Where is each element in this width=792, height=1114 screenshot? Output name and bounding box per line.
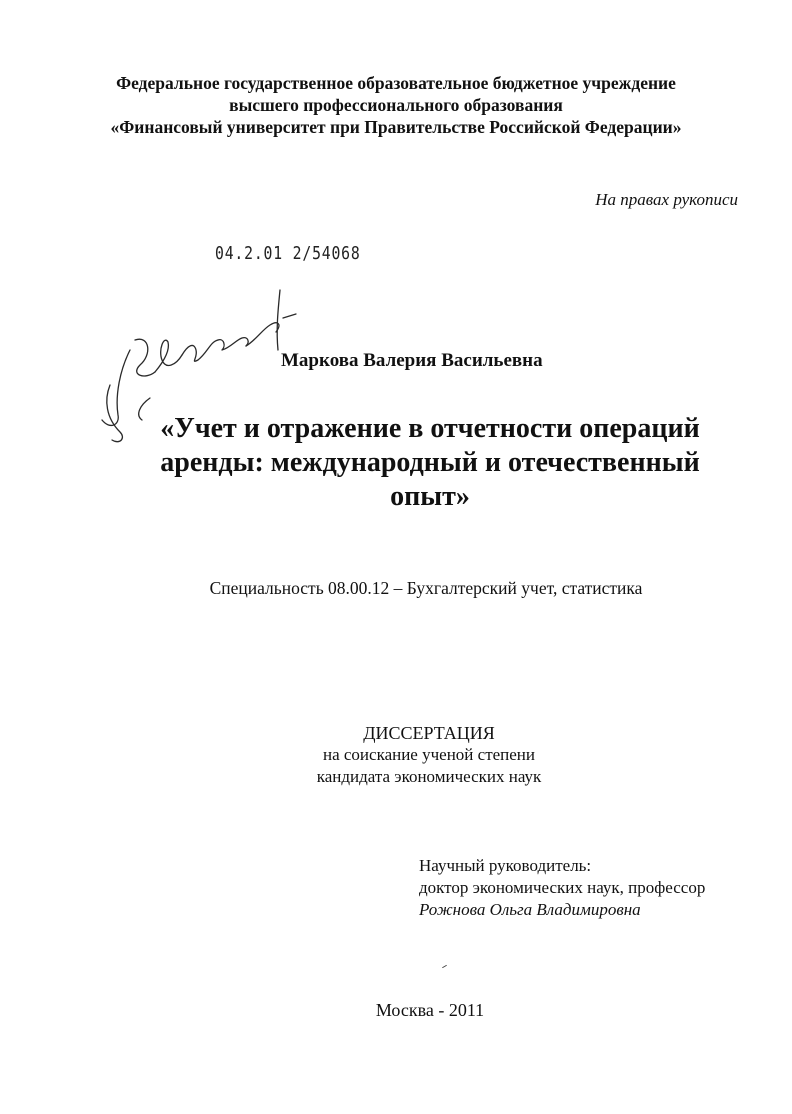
degree-line-2: кандидата экономических наук xyxy=(316,767,542,786)
author-name: Маркова Валерия Васильевна xyxy=(281,350,543,371)
dissertation-degree-block xyxy=(0,722,792,788)
scan-speck xyxy=(442,965,447,968)
institution-line-3: «Финансовый университет при Правительстве Российской Федерации» xyxy=(110,117,682,137)
manuscript-rights-note: На правах рукописи xyxy=(595,190,738,209)
advisor-degree: доктор экономических наук, профессор xyxy=(419,878,706,897)
registration-stamp-number: 04.2.01 2/54068 xyxy=(215,243,361,264)
institution-line-1: Федеральное государственное образовательное бюджетное учреждение xyxy=(116,73,676,93)
title-line-1: «Учет и отражение в отчетности операций xyxy=(160,413,700,444)
title-line-2: аренды: международный и отечественный xyxy=(160,447,700,478)
degree-line-1: на соискание ученой степени xyxy=(322,745,536,764)
dissertation-heading: ДИССЕРТАЦИЯ xyxy=(363,723,495,743)
advisor-name: Рожнова Ольга Владимировна xyxy=(419,900,641,919)
dissertation-title xyxy=(130,412,730,514)
advisor-label: Научный руководитель: xyxy=(419,856,592,875)
city-and-year: Москва - 2011 xyxy=(375,1000,485,1020)
institution-line-2: высшего профессионального образования xyxy=(229,95,563,115)
institution-header xyxy=(0,72,792,138)
title-line-3: опыт» xyxy=(390,481,470,512)
scientific-advisor-block xyxy=(419,855,705,921)
specialty-line: Специальность 08.00.12 – Бухгалтерский учет, статистика xyxy=(209,578,643,598)
